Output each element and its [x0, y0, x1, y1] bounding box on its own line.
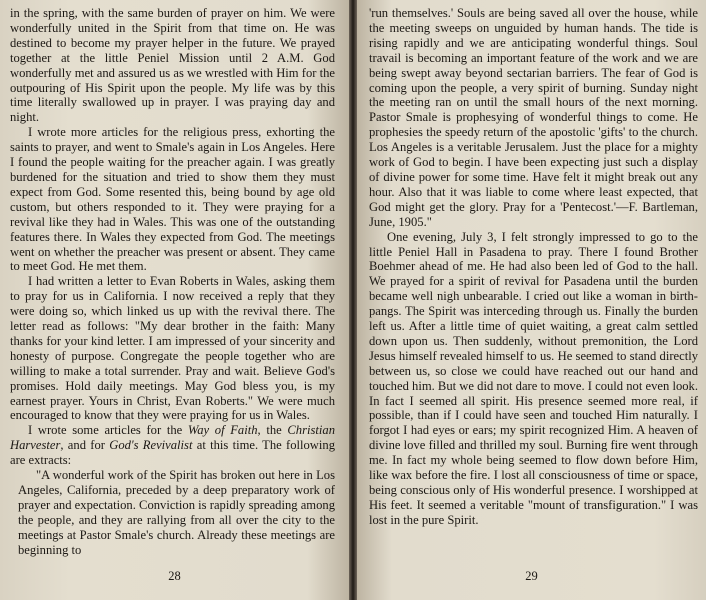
text-run: , and for	[60, 438, 110, 453]
left-page-text	[10, 6, 335, 558]
paragraph: One evening, July 3, I felt strongly impressed to go to the little Peniel Hall in Pasadena to pray. There I found Brother Boehmer ahead of me. He had also been led of God to the hall. We prayed for a spirit of revival for Pasadena until the burden became well nigh unbearable. I cried out like a woman in birth-pangs. The Spirit was interceding through us. Finally the burden left us. After a little time of quiet waiting, a great calm settled down upon us. Then suddenly, without premonition, the Lord Jesus himself revealed himself to us. He seemed to stand directly between us, so close we could have reached out our hand and touched him. But we did not dare to move. I could not even look. In fact I seemed all spirit. His presence seemed more real, if possible, than if I could have seen and touched Him naturally. I forgot I had eyes or ears; my spirit recognized Him. A heaven of divine love filled and thrilled my soul. Burning fire went through me. In fact my whole being seemed to flow down before Him, like wax before the fire. I lost all consciousness of time or space, being conscious only of His wonderful presence. I worshipped at His feet. It seemed a veritable "mount of transfiguration." I was lost in the pure Spirit.	[369, 229, 698, 527]
publication-title: Christian Harvester	[10, 423, 335, 453]
publication-title: Way of Faith	[187, 423, 258, 438]
paragraph: I had written a letter to Evan Roberts in Wales, asking them to pray for us in California. I now received a reply that they were doing so, which linked us up with the revival there. The letter read as follows: "My dear brother in the faith: Many thanks for your kind letter. I am impressed of your sincerity and honesty of purpose. Congregate the people together who are willing to make a total surrender. Pray and wait. Believe God's promises. Hold daily meetings. May God bless you, is my earnest prayer. Yours in Christ, Evan Roberts." We were much encouraged to know that they were praying for us in Wales.	[10, 274, 335, 423]
text-run: I wrote some articles for the	[28, 423, 188, 438]
left-page	[0, 0, 349, 600]
paragraph: 'run themselves.' Souls are being saved all over the house, while the meeting sweeps on unguided by human hands. The tide is rising rapidly and we are anticipating wonderful things. Soul travail is becoming an important feature of the work and we are being swept away beyond sectarian barriers. The fear of God is coming upon the people, a very spirit of burning. Sunday night the meeting ran on until the small hours of the next morning. Pastor Smale is prophesying of wonderful things to come. He prophesies the speedy return of the apostolic 'gifts' to the church. Los Angeles is a veritable Jerusalem. Just the place for a mighty work of God to begin. I have been expecting just such a display of divine power for some time. Have felt it might break out any hour. Also that it was liable to come where least expected, that God might get the glory. Pray for a 'Pentecost.'—F. Bartleman, June, 1905."	[369, 6, 698, 229]
page-number: 28	[168, 569, 181, 583]
text-run: at this time. The following are extracts:	[10, 438, 335, 468]
right-page-text	[369, 6, 698, 528]
paragraph: I wrote more articles for the religious press, exhorting the saints to prayer, and went to Smale's again in Los Angeles. Here I found the people waiting for the preacher again. I was greatly burdened for the situation and tried to show them they must expect from God. Some resented this, being bound by age old custom, but others responded to it. They were praying for a revival like they had in Wales. This was one of the outstanding features there. In Wales they expected from God. The meetings went on whether the preacher was present or absent. They came to meet God. He met them.	[10, 125, 335, 274]
paragraph	[10, 423, 335, 468]
page-number: 29	[525, 569, 538, 583]
quoted-extract: "A wonderful work of the Spirit has broken out here in Los Angeles, California, preceded by a deep preparatory work of prayer and expectation. Conviction is rapidly spreading among the people, and they are rallying from all over the city to the meetings at Pastor Smale's church. Already these meetings are beginning to	[18, 468, 335, 557]
right-page	[357, 0, 706, 600]
book-gutter	[349, 0, 357, 600]
paragraph: in the spring, with the same burden of prayer on him. We were wonderfully united in the Spirit from that time on. He was destined to become my prayer helper in the future. We prayed together at the little Peniel Mission until 2 A.M. God wonderfully met and assured us as we wrestled with Him for the outpouring of His Spirit upon the people. My life was by this time literally swallowed up in prayer. I was praying day and night.	[10, 6, 335, 125]
publication-title: God's Revivalist	[109, 438, 193, 453]
text-run: , the	[257, 423, 288, 438]
